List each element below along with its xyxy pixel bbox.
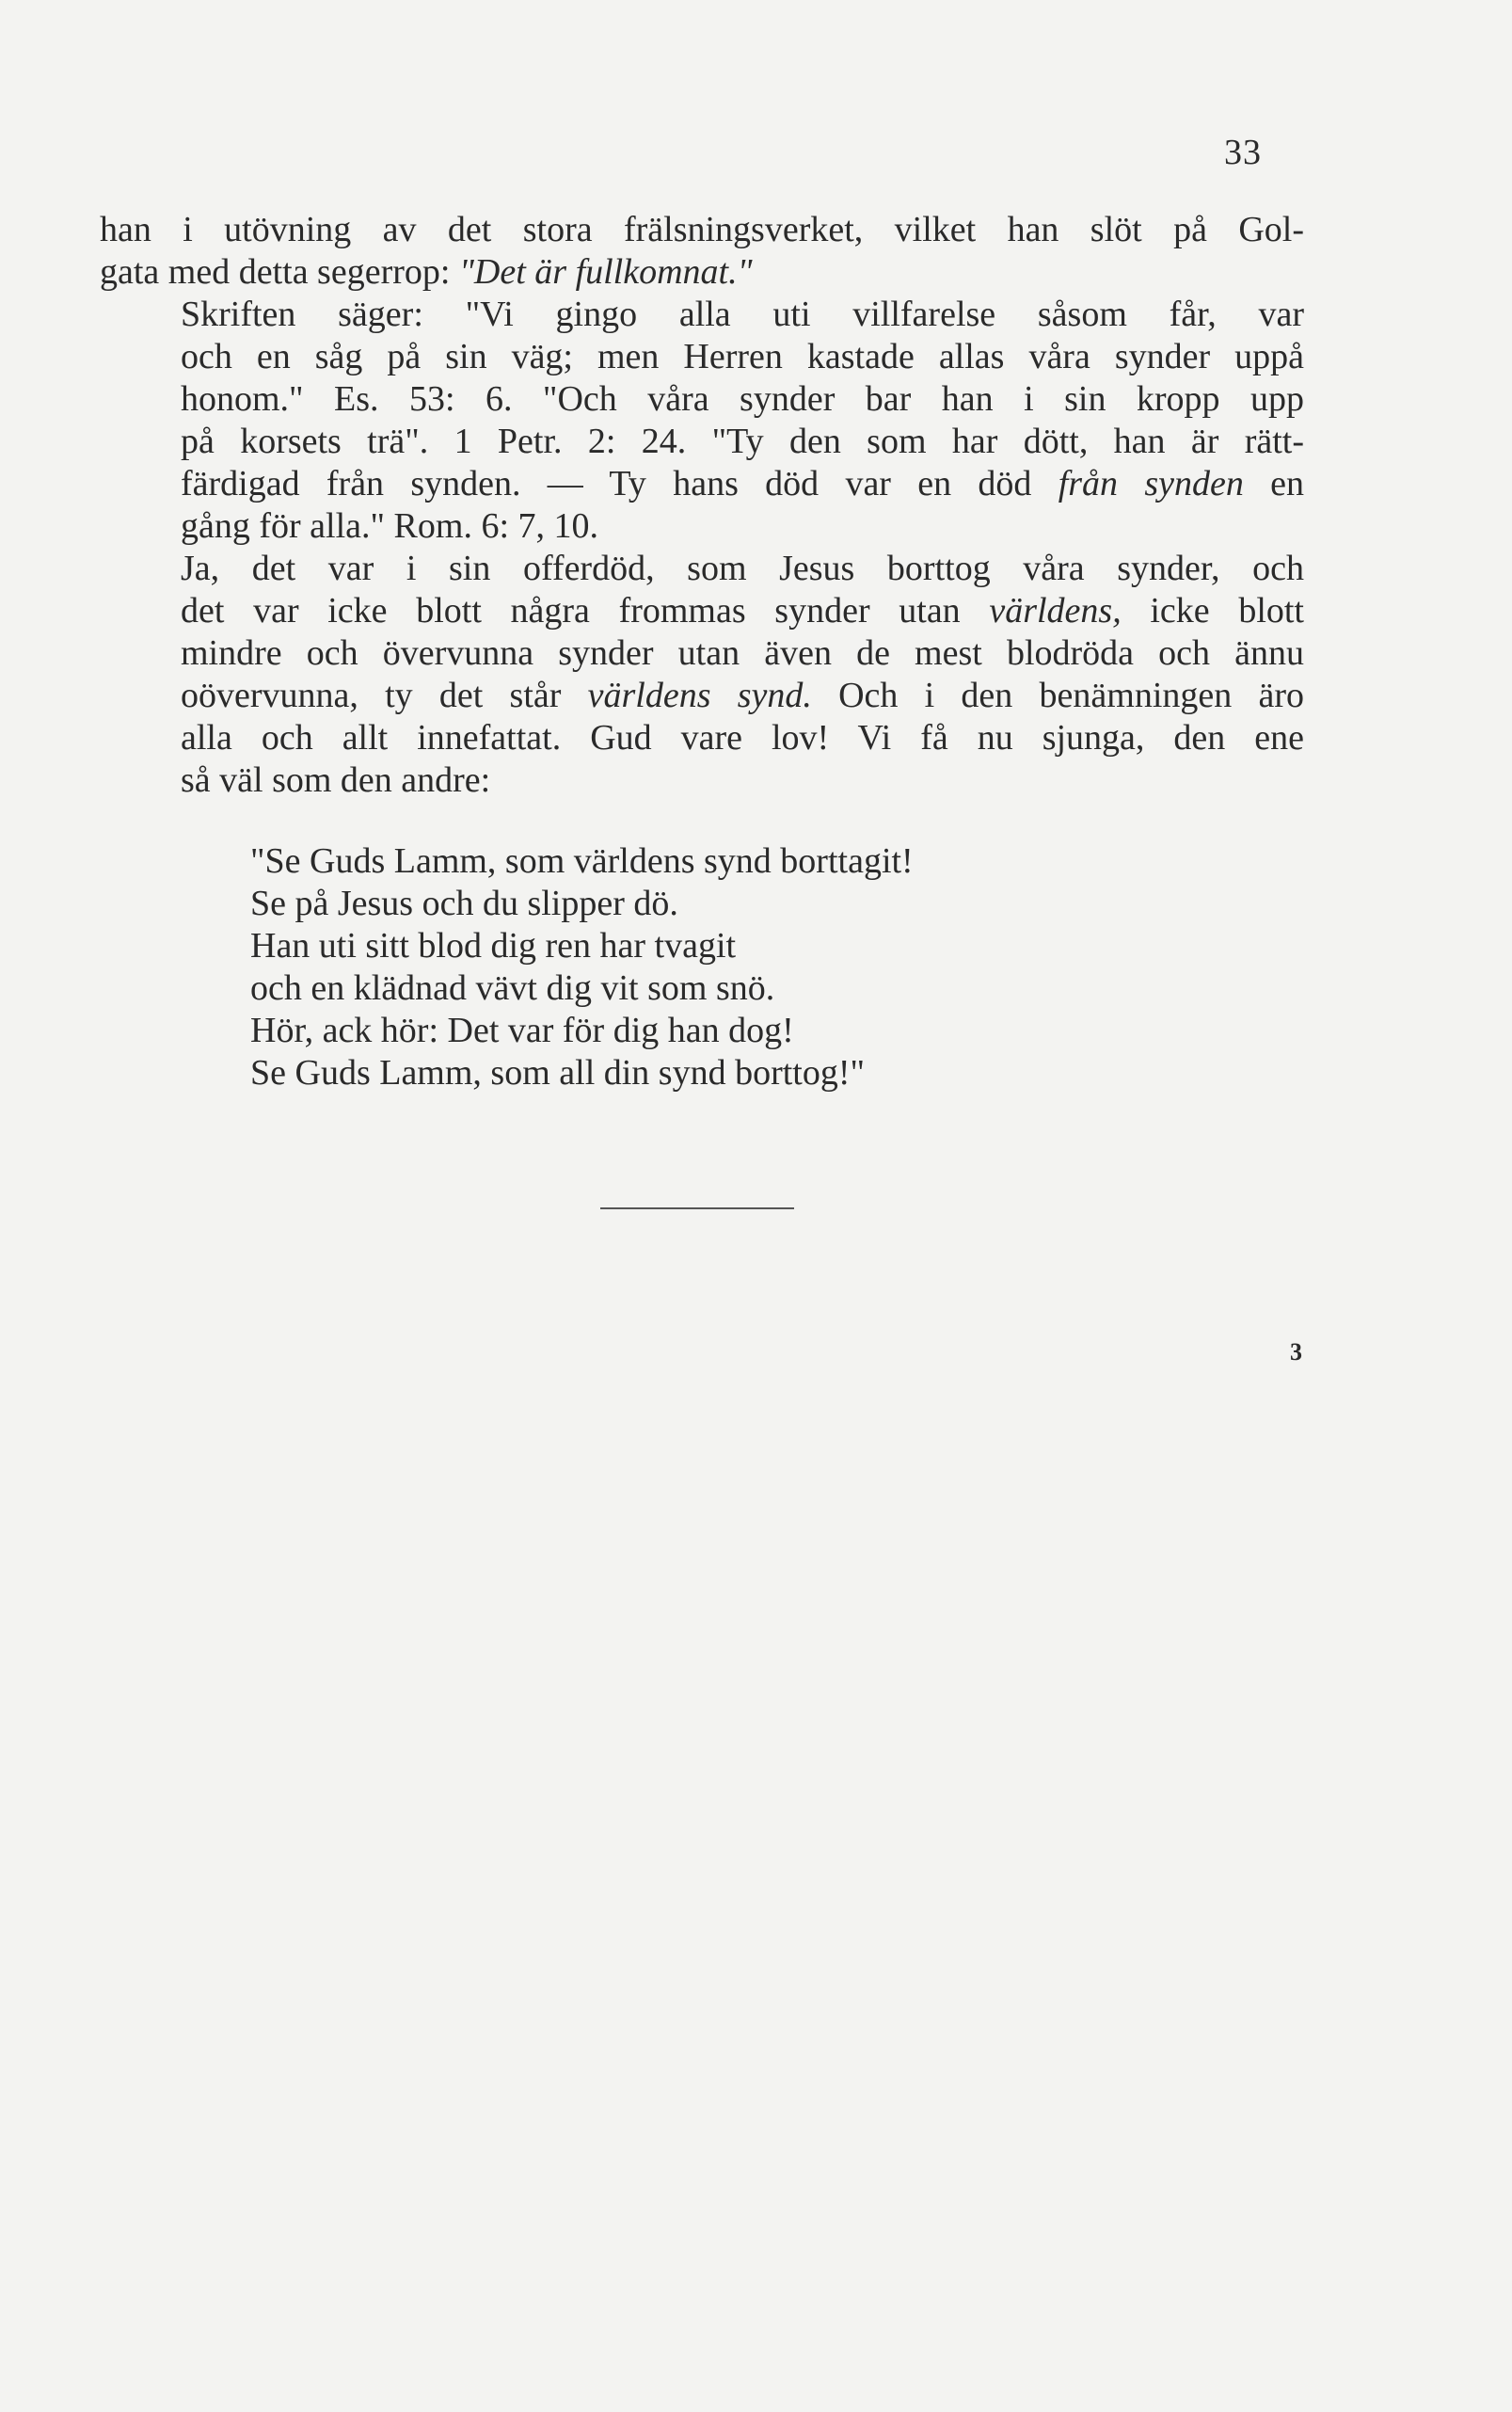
section-divider [600, 1207, 794, 1209]
text-line: mindre och övervunna synder utan även de mest blodröda och ännu [181, 633, 1304, 673]
page-number: 33 [1224, 133, 1262, 172]
body-text [100, 209, 1304, 802]
signature-mark: 3 [1290, 1338, 1302, 1366]
text-line: så väl som den andre: [181, 760, 491, 800]
verse-line: Se på Jesus och du slipper dö. [250, 884, 678, 923]
paragraph-3 [100, 548, 1304, 802]
text-line: det var icke blott några frommas synder utan världens, icke blott [181, 591, 1304, 631]
emphasis: världens synd. [587, 676, 812, 715]
verse-line: Se Guds Lamm, som all din synd borttog!" [250, 1053, 866, 1093]
text-line: han i utövning av det stora frälsningsverket, vilket han slöt på Gol- [100, 210, 1304, 249]
paragraph-1 [100, 209, 1304, 294]
text-line: och en såg på sin väg; men Herren kastade allas våra synder uppå [181, 337, 1304, 376]
emphasis: från synden [1058, 464, 1244, 503]
hymn-verse [250, 840, 1191, 1094]
text-line: gång för alla." Rom. 6: 7, 10. [181, 506, 598, 546]
text-line: färdigad från synden. — Ty hans död var en död från synden en [181, 464, 1304, 503]
paragraph-2 [100, 294, 1304, 548]
text-line: Skriften säger: "Vi gingo alla uti villfarelse såsom får, var [181, 295, 1304, 334]
verse-line: Han uti sitt blod dig ren har tvagit [250, 926, 737, 966]
text-line: Ja, det var i sin offerdöd, som Jesus borttog våra synder, och [181, 549, 1304, 588]
text-line: alla och allt innefattat. Gud vare lov! Vi få nu sjunga, den ene [181, 718, 1304, 758]
text-line: honom." Es. 53: 6. "Och våra synder bar han i sin kropp upp [181, 379, 1304, 419]
text-line: oövervunna, ty det står världens synd. Och i den benämningen äro [181, 676, 1304, 715]
emphasis: världens, [989, 591, 1122, 631]
text-line: på korsets trä". 1 Petr. 2: 24. "Ty den som har dött, han är rätt- [181, 422, 1304, 461]
verse-line: Hör, ack hör: Det var för dig han dog! [250, 1011, 794, 1050]
text-line: gata med detta segerrop: "Det är fullkomnat." [100, 252, 753, 292]
verse-line: och en klädnad vävt dig vit som snö. [250, 968, 775, 1008]
emphasis: "Det är fullkomnat." [458, 252, 753, 292]
verse-line: "Se Guds Lamm, som världens synd borttagit! [250, 841, 914, 881]
